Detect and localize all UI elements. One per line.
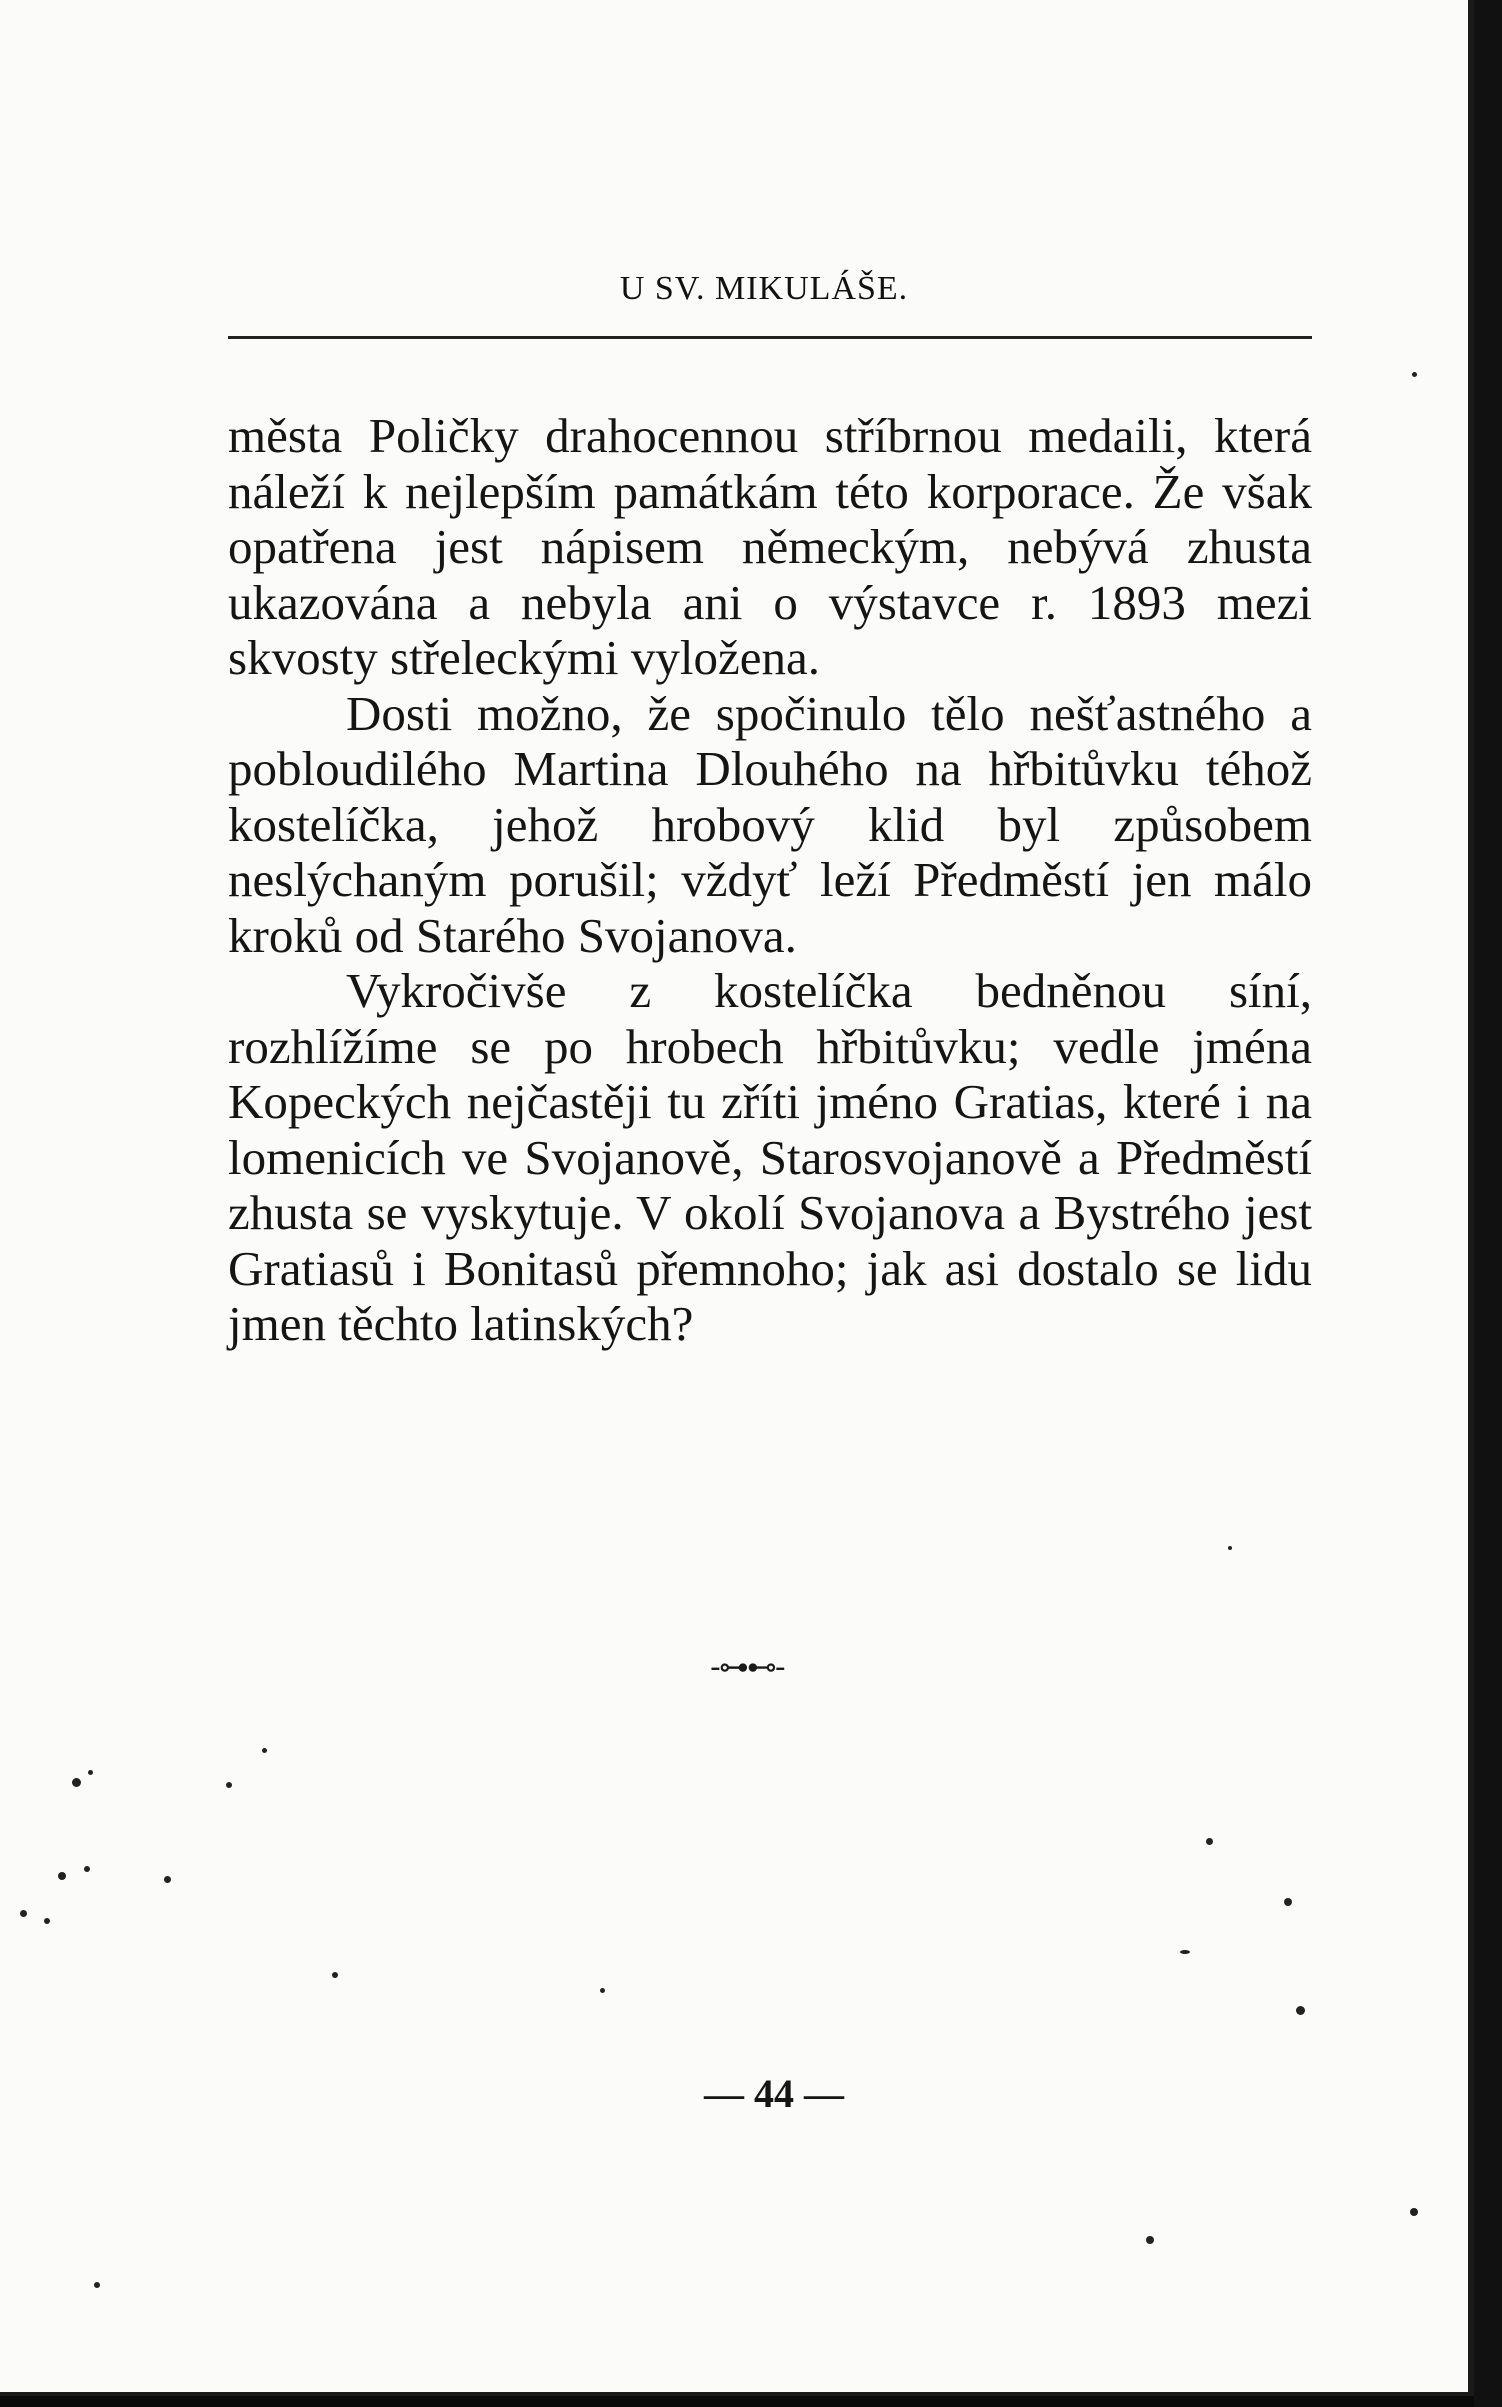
scan-speck [226,1782,232,1788]
scan-speck [84,1866,90,1872]
paragraph-1: města Poličky drahocennou stříbrnou medaili, která náleží k nejlepším památkám této korporace. Že však opatřena jest nápisem německým, nebývá zhusta ukazována a nebyla ani o výstavce r. 1893 mezi skvosty střeleckými vyložena. [228,408,1312,685]
scan-speck [44,1918,50,1924]
scan-speck [332,1972,338,1978]
paragraph-2: Dosti možno, že spočinulo tělo nešťastného a pobloudilého Martina Dlouhého na hřbitůvku téhož kostelíčka, jehož hrobový klid byl způsobem neslýchaným porušil; vždyť leží Předměstí jen málo kroků od Starého Svojanova. [228,685,1312,963]
page-number: — 44 — [704,2071,844,2116]
running-head: U SV. MIKULÁŠE. [619,270,909,307]
scan-speck [164,1876,171,1883]
scan-speck [1296,2006,1305,2015]
scan-edge [1474,0,1502,2407]
scan-speck [1180,1950,1190,1954]
scan-speck [94,2282,100,2288]
scan-speck [262,1748,267,1753]
scan-speck [1228,1546,1232,1550]
scan-speck [1206,1838,1213,1845]
scan-speck [1410,2208,1418,2216]
scan-speck [1412,372,1417,377]
paragraph-3: Vykročivše z kostelíčka bedněnou síní, rozhlížíme se po hrobech hřbitůvku; vedle jména Kopeckých nejčastěji tu zříti jméno Gratias, které i na lomenicích ve Svojanově, Starosvojanově a Předměstí zhusta se vyskytuje. V okolí Svojanova a Bystrého jest Gratiasů i Bonitasů přemnoho; jak asi dostalo se lidu jmen těchto latinských? [228,963,1312,1351]
scan-speck [1284,1898,1292,1906]
scan-speck [1146,2236,1154,2244]
header-rule [228,336,1312,339]
body-text [228,408,1312,1352]
scan-speck [20,1910,27,1917]
scan-speck [72,1778,81,1787]
scan-speck [58,1872,66,1880]
section-ornament: -⊶⊷- [710,1650,784,1685]
scan-speck [88,1770,93,1775]
scan-speck [600,1988,605,1993]
